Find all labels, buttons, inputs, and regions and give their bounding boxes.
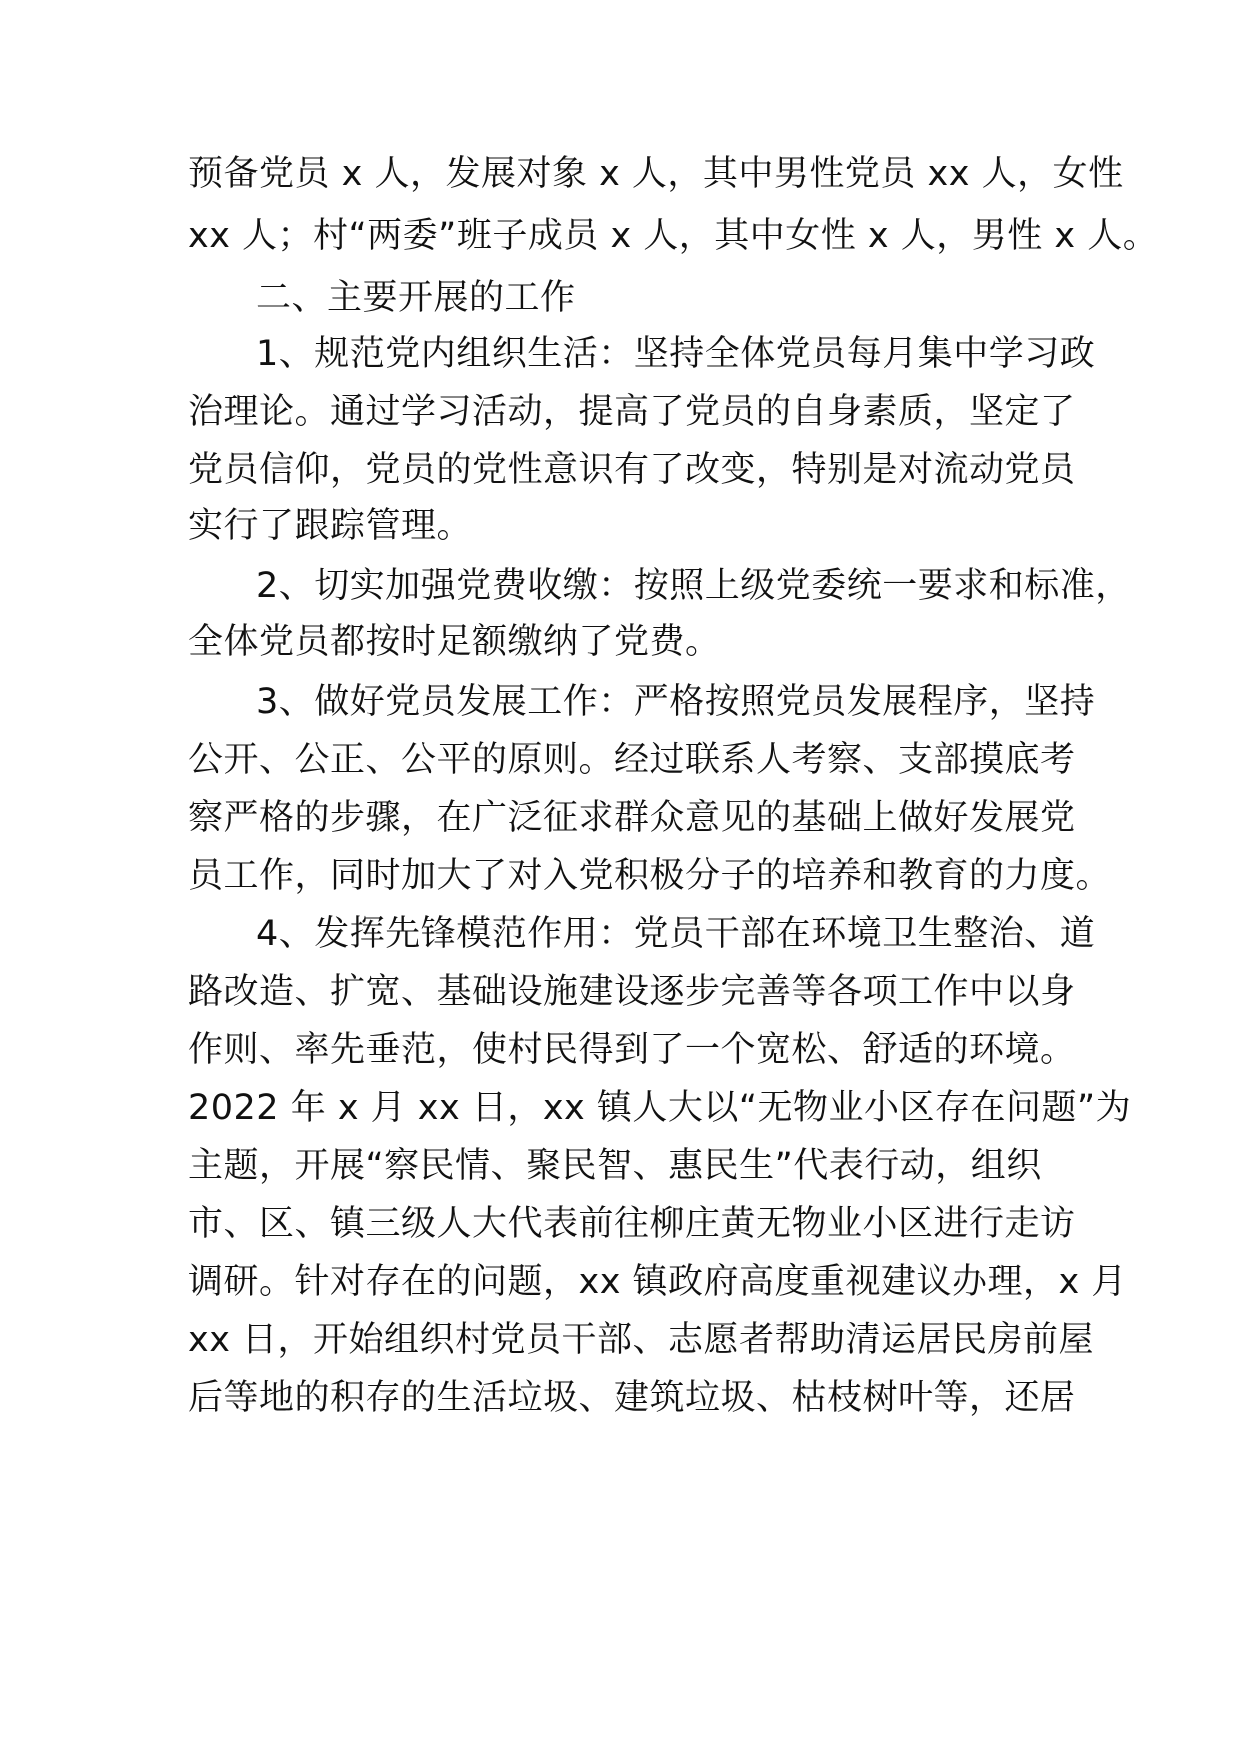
body-text-line: 4、发挥先锋模范作用：党员干部在环境卫生整治、道 xyxy=(256,914,1096,954)
body-text-line: 路改造、扩宽、基础设施建设逐步完善等各项工作中以身 xyxy=(188,972,1076,1012)
body-text-line: 作则、率先垂范，使村民得到了一个宽松、舒适的环境。 xyxy=(188,1030,1076,1070)
body-text-line: xx 人；村“两委”班子成员 x 人，其中女性 x 人，男性 x 人。 xyxy=(188,216,1159,256)
body-text-line: 党员信仰，党员的党性意识有了改变，特别是对流动党员 xyxy=(188,450,1076,490)
body-text-line: 预备党员 x 人，发展对象 x 人，其中男性党员 xx 人，女性 xyxy=(188,154,1124,194)
body-text-line: 员工作，同时加大了对入党积极分子的培养和教育的力度。 xyxy=(188,856,1112,896)
body-text-line: 后等地的积存的生活垃圾、建筑垃圾、枯枝树叶等，还居 xyxy=(188,1378,1076,1418)
body-text-line: 治理论。通过学习活动，提高了党员的自身素质，坚定了 xyxy=(188,392,1076,432)
body-text-line: 全体党员都按时足额缴纳了党费。 xyxy=(188,622,721,662)
body-text-line: 察严格的步骤，在广泛征求群众意见的基础上做好发展党 xyxy=(188,798,1076,838)
body-text-line: 主题，开展“察民情、聚民智、惠民生”代表行动，组织 xyxy=(188,1146,1042,1186)
body-text-line: 市、区、镇三级人大代表前往柳庄黄无物业小区进行走访 xyxy=(188,1204,1076,1244)
body-text-line: 2、切实加强党费收缴：按照上级党委统一要求和标准， xyxy=(256,566,1131,606)
body-text-line: 实行了跟踪管理。 xyxy=(188,506,473,546)
body-text-line: 2022 年 x 月 xx 日，xx 镇人大以“无物业小区存在问题”为 xyxy=(188,1088,1132,1128)
body-text-line: xx 日，开始组织村党员干部、志愿者帮助清运居民房前屋 xyxy=(188,1320,1095,1360)
body-text-line: 3、做好党员发展工作：严格按照党员发展程序，坚持 xyxy=(256,682,1096,722)
body-text-line: 公开、公正、公平的原则。经过联系人考察、支部摸底考 xyxy=(188,740,1076,780)
body-text-line: 调研。针对存在的问题，xx 镇政府高度重视建议办理，x 月 xyxy=(188,1262,1127,1302)
body-text-line: 1、规范党内组织生活：坚持全体党员每月集中学习政 xyxy=(256,334,1096,374)
section-heading: 二、主要开展的工作 xyxy=(256,278,576,318)
